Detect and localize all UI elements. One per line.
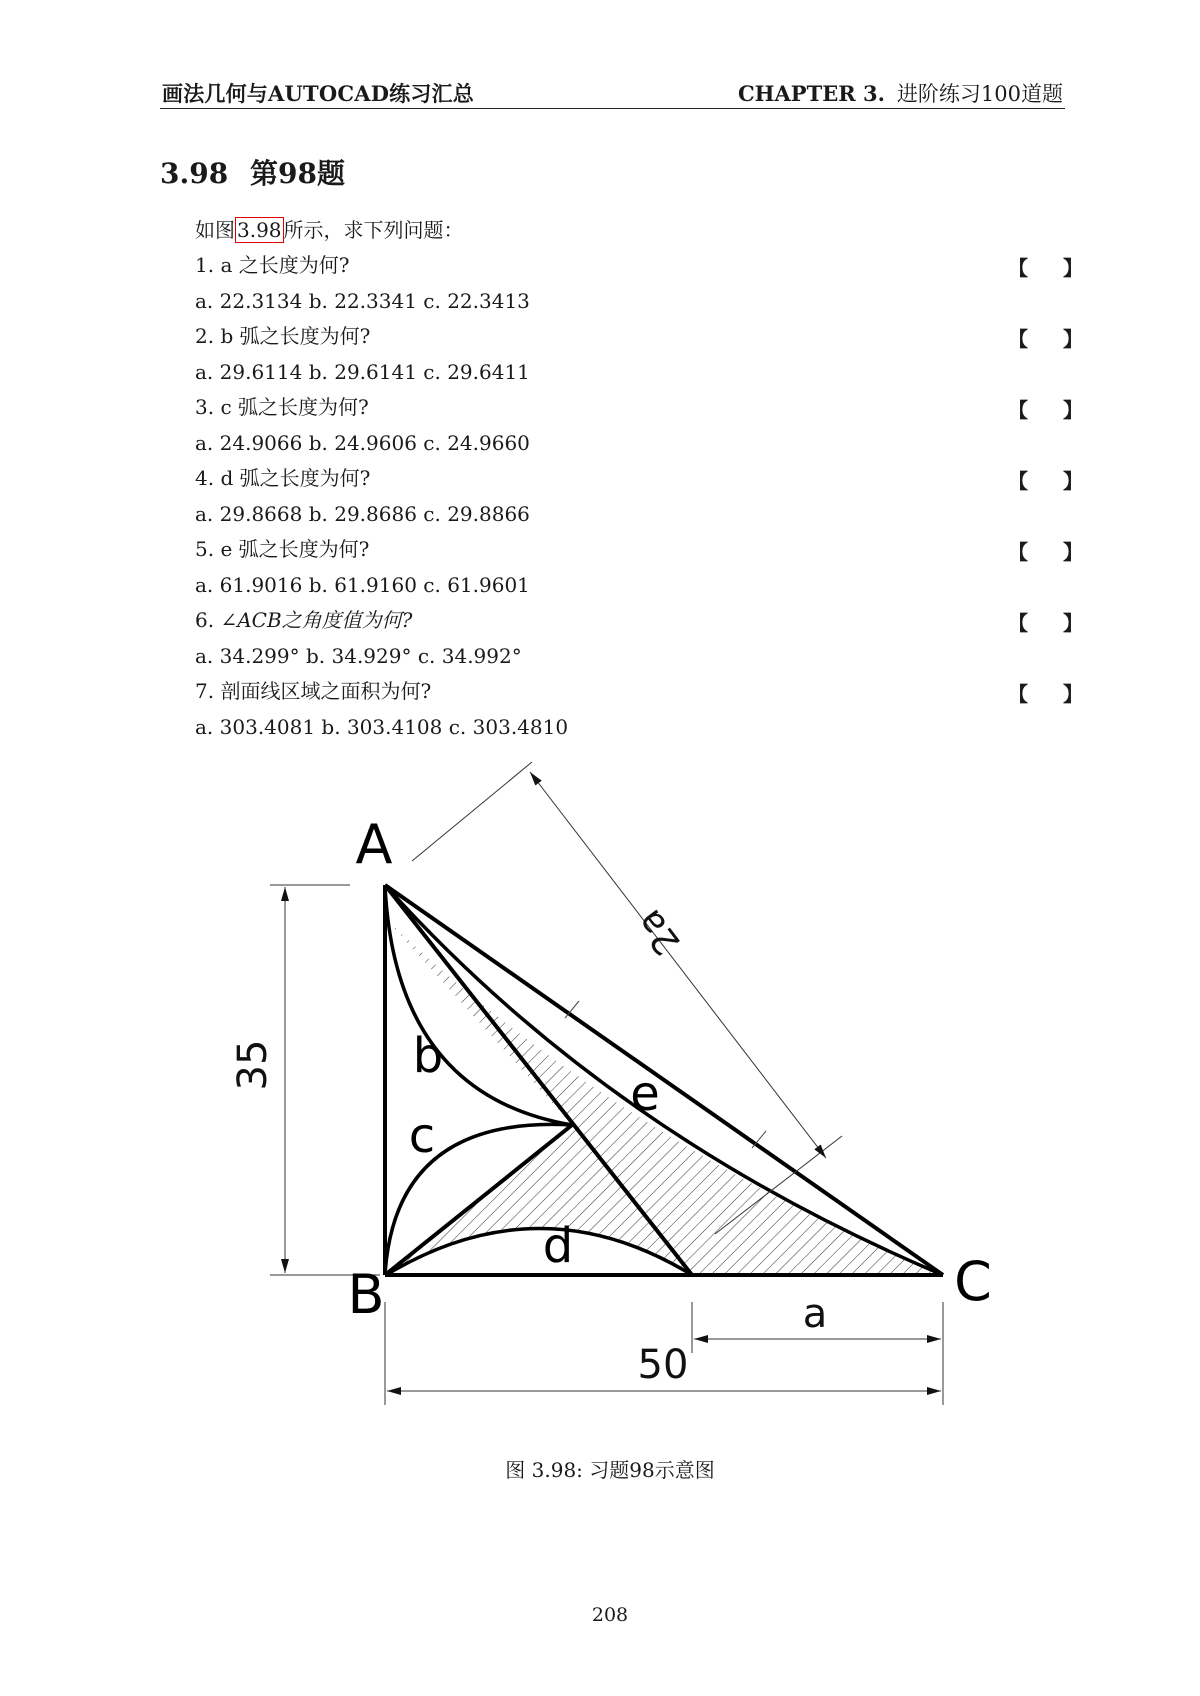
point-label-c: C <box>954 1250 992 1313</box>
figure-caption: 图 3.98: 习题98示意图 <box>505 1458 715 1482</box>
question-text: ∠ACB之角度值为何? <box>220 608 413 632</box>
dimension-label-50: 50 <box>637 1342 689 1388</box>
question-text: d 弧之长度为何? <box>220 466 371 490</box>
question-text: b 弧之长度为何? <box>220 324 371 348</box>
question-number: 7. <box>195 679 215 703</box>
question-text: c 弧之长度为何? <box>220 395 369 419</box>
options-7: a. 303.4081 b. 303.4108 c. 303.4810 <box>195 715 569 739</box>
answer-bracket-4[interactable]: 【 】 <box>1008 469 1097 493</box>
dimension-label-a: a <box>802 1291 828 1337</box>
chapter-title: 进阶练习100道题 <box>896 82 1063 106</box>
options-6: a. 34.299° b. 34.929° c. 34.992° <box>195 644 522 668</box>
figure-reference-link[interactable]: 3.98 <box>237 218 282 242</box>
options-1: a. 22.3134 b. 22.3341 c. 22.3413 <box>195 289 530 313</box>
answer-bracket-1[interactable]: 【 】 <box>1008 256 1097 280</box>
question-text: e 弧之长度为何? <box>220 537 370 561</box>
chapter-label: CHAPTER 3. <box>737 81 885 106</box>
options-4: a. 29.8668 b. 29.8686 c. 29.8866 <box>195 502 530 526</box>
question-number: 2. <box>195 324 215 348</box>
question-number: 6. <box>195 608 215 632</box>
answer-bracket-6[interactable]: 【 】 <box>1008 611 1097 635</box>
point-label-b: B <box>347 1263 385 1326</box>
answer-bracket-7[interactable]: 【 】 <box>1008 682 1097 706</box>
answer-bracket-3[interactable]: 【 】 <box>1008 398 1097 422</box>
intro-suffix: 所示，求下列问题： <box>283 218 464 242</box>
section-number: 3.98 <box>160 157 229 190</box>
arc-label-b: b <box>412 1028 444 1084</box>
answer-bracket-2[interactable]: 【 】 <box>1008 327 1097 351</box>
arc-label-d: d <box>542 1218 574 1274</box>
question-text: 剖面线区域之面积为何? <box>220 679 432 703</box>
question-number: 5. <box>195 537 215 561</box>
arc-label-e: e <box>630 1066 660 1122</box>
dimension-label-35: 35 <box>230 1039 276 1091</box>
answer-bracket-5[interactable]: 【 】 <box>1008 540 1097 564</box>
question-number: 4. <box>195 466 215 490</box>
section-name: 第98题 <box>250 157 345 190</box>
question-number: 1. <box>195 253 215 277</box>
page-number: 208 <box>591 1604 629 1626</box>
options-3: a. 24.9066 b. 24.9606 c. 24.9660 <box>195 431 530 455</box>
intro-prefix: 如图 <box>195 218 235 242</box>
book-title: 画法几何与AUTOCAD练习汇总 <box>162 81 474 106</box>
options-2: a. 29.6114 b. 29.6141 c. 29.6411 <box>195 360 530 384</box>
question-text: a 之长度为何? <box>220 253 350 277</box>
arc-label-c: c <box>408 1108 436 1164</box>
extension-line <box>412 762 532 861</box>
question-number: 3. <box>195 395 215 419</box>
point-label-a: A <box>355 813 393 876</box>
options-5: a. 61.9016 b. 61.9160 c. 61.9601 <box>195 573 530 597</box>
dimension-label-2a: 2a <box>628 901 689 963</box>
